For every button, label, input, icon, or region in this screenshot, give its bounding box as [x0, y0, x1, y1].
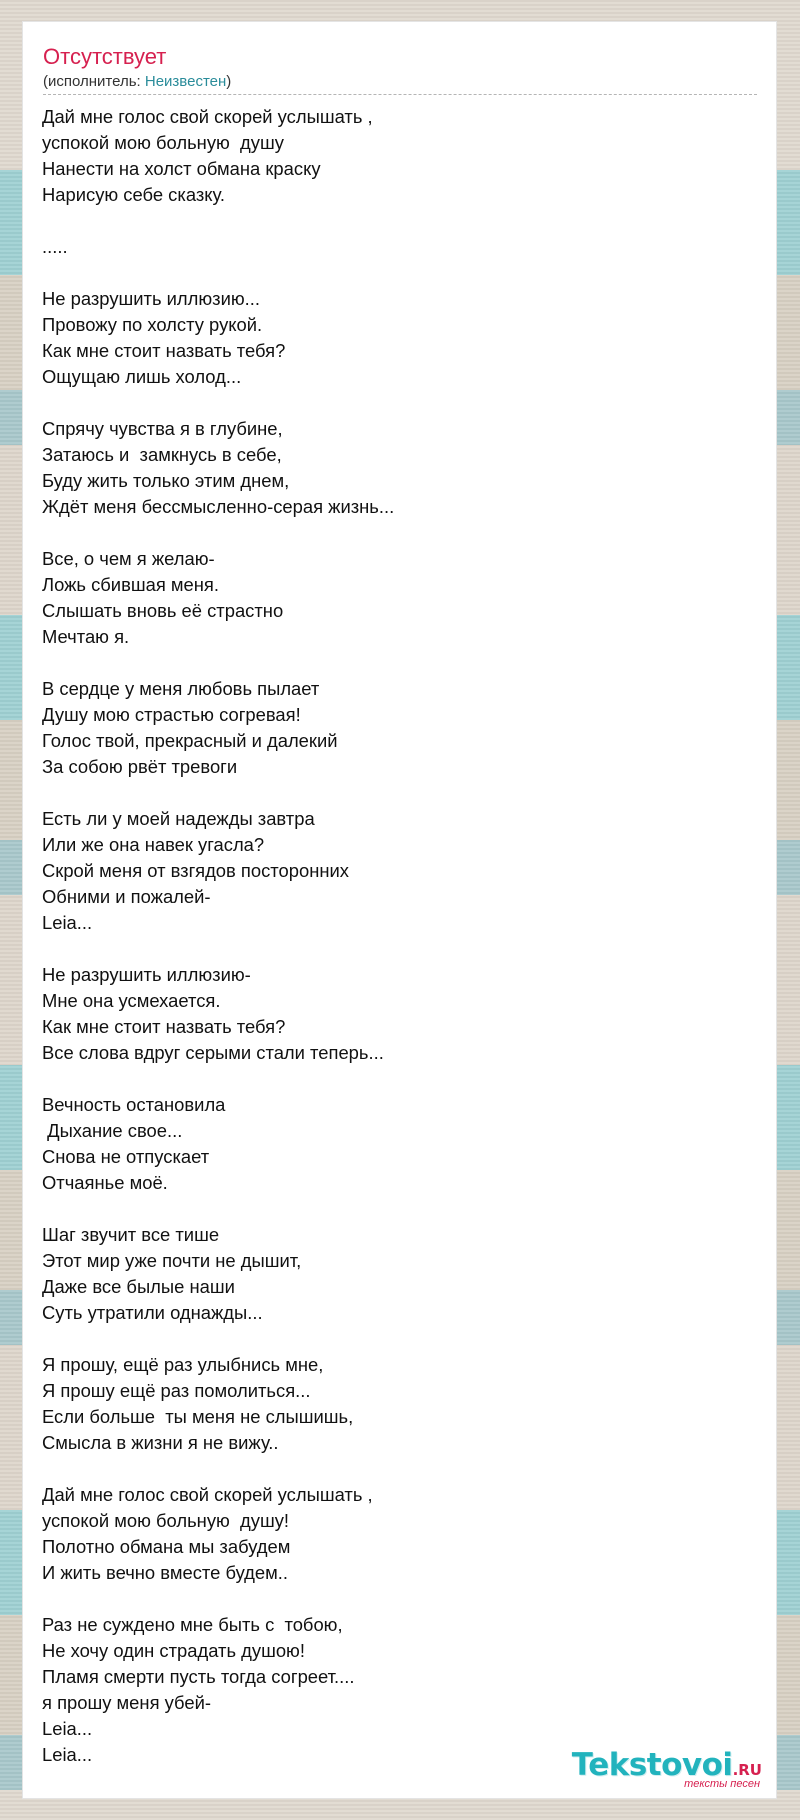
logo-tagline: тексты песен: [684, 1778, 760, 1790]
title-divider: [43, 94, 757, 95]
lyrics-card: [23, 22, 776, 1798]
site-logo[interactable]: [572, 1749, 762, 1790]
artist-suffix: ): [226, 73, 232, 90]
artist-link[interactable]: Неизвестен: [144, 73, 227, 90]
song-title: Отсутствует: [43, 44, 167, 69]
logo-name: Tekstovoi: [571, 1747, 733, 1783]
lyrics-text: Дай мне голос свой скорей услышать , успокой мою больную душу Нанести на холст обмана краску Нарисую себе сказку. ..... Не разрушить иллюзию... Провожу по холсту рукой. Как мне стоит назвать тебя? Ощущаю лишь холод... Спрячу чувства я в глубине, Затаюсь и замкнусь в себе, Буду жить только этим днем, Ждёт меня бессмысленно-серая жизнь... Все, о чем я желаю- Ложь сбившая меня. Слышать вновь её страстно Мечтаю я. В сердце у меня любовь пылает Душу мою страстью согревая! Голос твой, прекрасный и далекий За собою рвёт тревоги Есть ли у моей надежды завтра Или же она навек угасла? Скрой меня от взгядов посторонних Обними и пожалей- Leia... Не разрушить иллюзию- Мне она усмехается. Как мне стоит назвать тебя? Все слова вдруг серыми стали теперь... Вечность остановила Дыхание свое... Снова не отпускает Отчаянье моё. Шаг звучит все тише Этот мир уже почти не дышит, Даже все былые наши Суть утратили однажды... Я прошу, ещё раз улыбнись мне, Я прошу ещё раз помолиться... Если больше ты меня не слышишь, Смысла в жизни я не вижу.. Дай мне голос свой скорей услышать , успокой мою больную душу! Полотно обмана мы забудем И жить вечно вместе будем.. Раз не суждено мне быть с тобою, Не хочу один страдать душою! Пламя смерти пусть тогда согреет.... я прошу меня убей- Leia... Leia...: [42, 106, 395, 1765]
artist-line: [43, 73, 231, 90]
artist-prefix: (исполнитель:: [43, 73, 145, 90]
logo-tld: .RU: [732, 1761, 762, 1779]
